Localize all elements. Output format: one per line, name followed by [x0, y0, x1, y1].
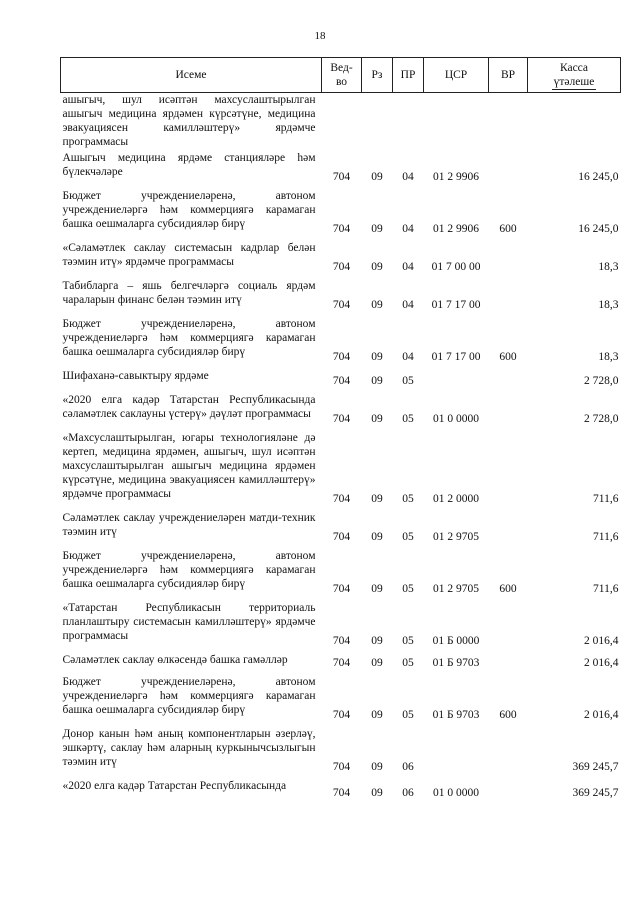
row-ved: 704 [332, 635, 351, 647]
table-row [61, 393, 621, 431]
table-row [61, 653, 621, 675]
row-rz: 09 [371, 375, 383, 387]
row-pr: 06 [402, 761, 414, 773]
row-amount: 16 245,0 [578, 171, 619, 183]
row-ved: 704 [332, 413, 351, 425]
row-name: «2020 елга кадәр Татарстан Республикасында [62, 780, 287, 792]
row-name: «2020 елга кадәр Татарстан Республикасында сәламәтлек саклауны үстерү» дәүләт программасы [62, 394, 316, 420]
row-csr [424, 727, 489, 779]
row-amount: 369 245,7 [572, 761, 619, 773]
row-rz: 09 [371, 709, 383, 721]
header-vr: ВР [489, 58, 528, 93]
row-amount: 2 728,0 [584, 375, 619, 387]
row-pr: 05 [402, 531, 414, 543]
row-pr: 04 [402, 299, 414, 311]
row-pr: 05 [402, 413, 414, 425]
table-row [61, 675, 621, 727]
row-name: Бюджет учреждениеләренә, автоном учреждениеләргә һәм коммерциягә карамаган башка оешмаларга субсидияләр бирү [62, 190, 316, 230]
row-pr: 04 [402, 171, 414, 183]
row-amount: 18,3 [598, 351, 619, 363]
row-ved: 704 [332, 657, 351, 669]
row-csr: 01 Б 0000 [432, 635, 480, 647]
row-ved: 704 [332, 493, 351, 505]
row-name: ашыгыч, шул исәптән махсуслаштырылган ашыгыч медицина ярдәмен күрсәтүне, медицина эвакуациясен камилләштерү» ярдәмче программасы [62, 94, 316, 148]
row-ved: 704 [332, 261, 351, 273]
header-pr: ПР [393, 58, 424, 93]
row-name: Бюджет учреждениеләренә, автоном учреждениеләргә һәм коммерциягә карамаган башка оешмаларга субсидияләр бирү [62, 318, 316, 358]
row-csr: 01 Б 9703 [432, 709, 480, 721]
row-amount: 16 245,0 [578, 223, 619, 235]
row-vr [489, 393, 528, 431]
row-rz: 09 [371, 657, 383, 669]
row-amount: 2 016,4 [584, 635, 619, 647]
header-rz: Рз [362, 58, 393, 93]
header-ved-line2: во [335, 76, 348, 88]
row-ved: 704 [332, 223, 351, 235]
row-name: Шифаханә-савыктыру ярдәме [62, 370, 209, 382]
table-header [61, 58, 621, 93]
row-vr [489, 779, 528, 805]
row-ved: 704 [332, 583, 351, 595]
row-csr: 01 2 9705 [433, 531, 479, 543]
row-rz: 09 [371, 787, 383, 799]
row-rz: 09 [371, 261, 383, 273]
row-pr: 05 [402, 375, 414, 387]
row-amount: 711,6 [593, 493, 619, 505]
row-vr [489, 151, 528, 189]
row-amount: 2 728,0 [584, 413, 619, 425]
row-name: Ашыгыч медицина ярдәме станцияләре һәм бүлекчәләре [62, 152, 316, 178]
row-name: «Татарстан Республикасын территориаль планлаштыру системасын камилләштерү» ярдәмче программасы [62, 602, 316, 642]
header-kassa [528, 58, 621, 93]
row-csr: 01 Б 9703 [432, 657, 480, 669]
row-vr: 600 [499, 223, 517, 235]
header-csr: ЦСР [424, 58, 489, 93]
row-pr: 06 [402, 787, 414, 799]
row-rz: 09 [371, 531, 383, 543]
row-csr: 01 0 0000 [433, 787, 479, 799]
table-row [61, 241, 621, 279]
row-vr: 600 [499, 351, 517, 363]
row-amount: 711,6 [593, 583, 619, 595]
row-pr: 05 [402, 583, 414, 595]
row-pr: 05 [402, 709, 414, 721]
row-ved: 704 [332, 351, 351, 363]
row-pr [393, 93, 424, 152]
row-pr: 05 [402, 493, 414, 505]
row-amount: 2 016,4 [584, 657, 619, 669]
table-row [61, 549, 621, 601]
row-vr [489, 279, 528, 317]
table-row [61, 317, 621, 369]
row-csr: 01 2 9906 [433, 223, 479, 235]
row-csr [424, 369, 489, 393]
table-row [61, 601, 621, 653]
row-csr: 01 7 00 00 [431, 261, 481, 273]
row-rz: 09 [371, 351, 383, 363]
row-rz: 09 [371, 171, 383, 183]
table-row [61, 779, 621, 805]
header-ved [322, 58, 362, 93]
row-amount: 18,3 [598, 299, 619, 311]
header-ved-line1: Вед- [330, 62, 353, 74]
row-rz: 09 [371, 493, 383, 505]
row-csr: 01 2 9906 [433, 171, 479, 183]
row-csr: 01 7 17 00 [431, 351, 481, 363]
table-row [61, 189, 621, 241]
row-vr [489, 727, 528, 779]
row-rz: 09 [371, 413, 383, 425]
row-name: Сәламәтлек саклау учреждениеләрен матди-техник тәэмин итү [62, 512, 316, 538]
row-pr: 05 [402, 635, 414, 647]
row-vr: 600 [499, 583, 517, 595]
header-kassa-line1: Касса [559, 61, 589, 74]
row-pr: 05 [402, 657, 414, 669]
row-pr: 04 [402, 351, 414, 363]
table-row [61, 151, 621, 189]
row-vr [489, 93, 528, 152]
row-pr: 04 [402, 223, 414, 235]
row-rz: 09 [371, 635, 383, 647]
row-vr [489, 241, 528, 279]
table-row [61, 511, 621, 549]
row-rz: 09 [371, 223, 383, 235]
table-row [61, 93, 621, 152]
row-vr [489, 369, 528, 393]
row-ved: 704 [332, 709, 351, 721]
row-pr: 04 [402, 261, 414, 273]
row-rz: 09 [371, 761, 383, 773]
row-vr [489, 431, 528, 511]
row-amount: 369 245,7 [572, 787, 619, 799]
row-ved: 704 [332, 375, 351, 387]
row-rz: 09 [371, 583, 383, 595]
row-amount: 711,6 [593, 531, 619, 543]
page-number: 18 [314, 30, 326, 42]
row-amount [528, 93, 621, 152]
row-name: «Сәламәтлек саклау системасын кадрлар белән тәэмин итү» ярдәмче программасы [62, 242, 316, 268]
row-ved: 704 [332, 171, 351, 183]
table-row [61, 431, 621, 511]
row-vr [489, 653, 528, 675]
row-amount: 18,3 [598, 261, 619, 273]
row-csr: 01 0 0000 [433, 413, 479, 425]
header-name: Исеме [61, 58, 322, 93]
row-name: Сәламәтлек саклау өлкәсендә башка гамәлләр [62, 654, 288, 666]
row-rz: 09 [371, 299, 383, 311]
row-csr: 01 7 17 00 [431, 299, 481, 311]
row-ved: 704 [332, 299, 351, 311]
row-ved: 704 [332, 531, 351, 543]
table-body [61, 93, 621, 806]
row-vr: 600 [499, 709, 517, 721]
row-vr [489, 601, 528, 653]
table-row [61, 727, 621, 779]
row-vr [489, 511, 528, 549]
row-csr [424, 93, 489, 152]
budget-table [60, 57, 621, 805]
table-row [61, 369, 621, 393]
row-ved: 704 [332, 761, 351, 773]
header-kassa-line2: үтәлеше [553, 75, 595, 88]
row-csr: 01 2 0000 [433, 493, 479, 505]
row-ved: 704 [332, 787, 351, 799]
row-csr: 01 2 9705 [433, 583, 479, 595]
row-name: Бюджет учреждениеләренә, автоном учреждениеләргә һәм коммерциягә карамаган башка оешмаларга субсидияләр бирү [62, 550, 316, 590]
row-ved [322, 93, 362, 152]
row-name: Донор канын һәм аның компонентларын әзерләү, эшкәртү, саклау һәм аларның куркынычсызлыгын тәэмин итү [62, 728, 316, 768]
row-name: «Махсуслаштырылган, югары технологияләне дә кертеп, медицина ярдәмен, ашыгыч, шул исәптән махсуслаштырылган ашыгыч медицина ярдәмен күрсәтүне, медицина эвакуациясен камилләштерү» ярдәмче программасы [62, 432, 316, 500]
row-name: Бюджет учреждениеләренә, автоном учреждениеләргә һәм коммерциягә карамаган башка оешмаларга субсидияләр бирү [62, 676, 316, 716]
table-row [61, 279, 621, 317]
row-amount: 2 016,4 [584, 709, 619, 721]
row-name: Табибларга – яшь белгечләргә социаль ярдәм чараларын финанс белән тәэмин итү [62, 280, 316, 306]
row-rz [362, 93, 393, 152]
